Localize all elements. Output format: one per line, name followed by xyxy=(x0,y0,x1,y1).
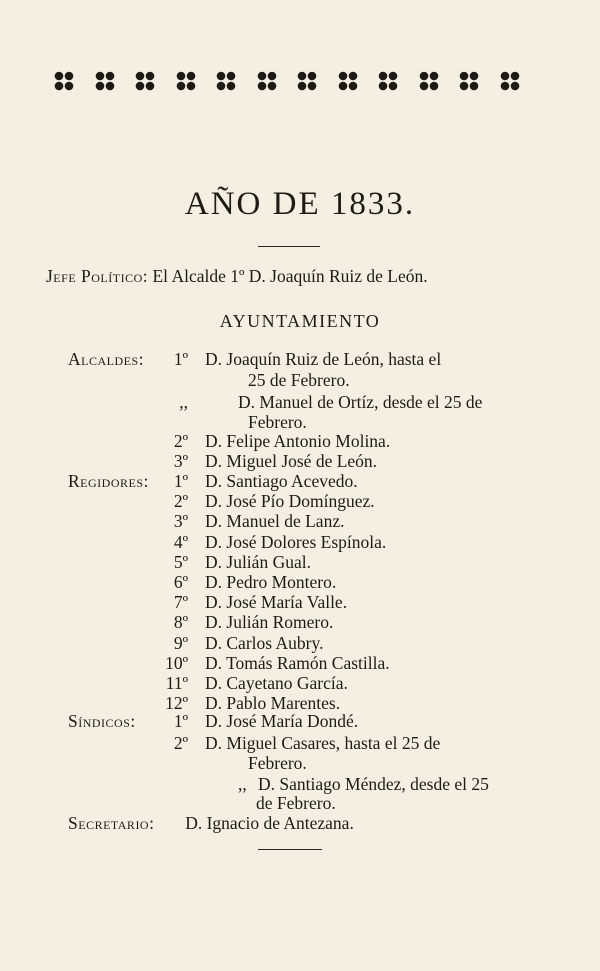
quatrefoil-ornament-icon xyxy=(295,69,319,93)
sindico-entry-continuation: de Febrero. xyxy=(256,793,336,813)
regidor-entry: D. José Dolores Espínola. xyxy=(205,532,387,552)
sindico-entry: D. José María Dondé. xyxy=(205,711,359,731)
regidor-entry: D. Julián Gual. xyxy=(205,552,311,572)
regidor-number: 9º xyxy=(173,633,188,653)
jefe-politico-text: El Alcalde 1º D. Joaquín Ruiz de León. xyxy=(152,266,428,286)
jefe-politico-line xyxy=(46,266,428,286)
regidor-number: 4º xyxy=(173,532,188,552)
sindico-number: 1º xyxy=(173,711,188,731)
regidor-number: 8º xyxy=(173,612,188,632)
divider-top xyxy=(258,246,320,247)
regidor-number: 6º xyxy=(173,572,188,592)
regidor-number: 3º xyxy=(173,511,188,531)
regidor-number: 5º xyxy=(173,552,188,572)
quatrefoil-ornament-icon xyxy=(376,69,400,93)
quatrefoil-ornament-icon xyxy=(93,69,117,93)
alcalde-number: ,, xyxy=(179,392,188,412)
alcalde-entry: D. Manuel de Ortíz, desde el 25 de xyxy=(238,392,483,412)
regidor-number: 11º xyxy=(165,673,188,693)
sindico-number: 2º xyxy=(173,733,188,753)
sindico-entry: D. Santiago Méndez, desde el 25 xyxy=(258,774,489,794)
alcaldes-label: Alcaldes: xyxy=(68,349,144,369)
alcalde-entry: D. Joaquín Ruiz de León, hasta el xyxy=(205,349,442,369)
regidor-entry: D. José María Valle. xyxy=(205,592,348,612)
page-title: AÑO DE 1833. xyxy=(184,186,416,222)
quatrefoil-ornament-icon xyxy=(336,69,360,93)
sindico-entry-continuation: Febrero. xyxy=(248,753,307,773)
regidor-number: 10º xyxy=(165,653,188,673)
alcalde-entry: D. Felipe Antonio Molina. xyxy=(205,431,391,451)
regidor-entry: D. Julián Romero. xyxy=(205,612,334,632)
secretario-text: D. Ignacio de Antezana. xyxy=(185,813,354,833)
regidor-number: 12º xyxy=(165,693,188,713)
sindicos-label: Síndicos: xyxy=(68,711,136,731)
regidor-entry: D. Pedro Montero. xyxy=(205,572,337,592)
divider-bottom xyxy=(258,849,322,850)
ornament-row xyxy=(52,68,522,94)
regidor-entry: D. Carlos Aubry. xyxy=(205,633,324,653)
alcalde-entry-continuation: 25 de Febrero. xyxy=(248,370,350,390)
regidor-entry: D. Cayetano García. xyxy=(205,673,348,693)
alcalde-entry-continuation: Febrero. xyxy=(248,412,307,432)
quatrefoil-ornament-icon xyxy=(255,69,279,93)
secretario-label: Secretario: xyxy=(68,813,155,833)
sindico-number: ,, xyxy=(238,774,247,794)
alcalde-number: 2º xyxy=(173,431,188,451)
jefe-politico-label: Jefe Político: xyxy=(46,266,149,286)
regidor-entry: D. Pablo Marentes. xyxy=(205,693,341,713)
alcalde-number: 1º xyxy=(173,349,188,369)
quatrefoil-ornament-icon xyxy=(174,69,198,93)
quatrefoil-ornament-icon xyxy=(52,69,76,93)
alcalde-number: 3º xyxy=(173,451,188,471)
sindico-entry: D. Miguel Casares, hasta el 25 de xyxy=(205,733,441,753)
secretario-line xyxy=(68,813,354,833)
regidor-number: 2º xyxy=(173,491,188,511)
quatrefoil-ornament-icon xyxy=(498,69,522,93)
regidor-entry: D. José Pío Domínguez. xyxy=(205,491,375,511)
regidor-entry: D. Manuel de Lanz. xyxy=(205,511,345,531)
ayuntamiento-heading: AYUNTAMIENTO xyxy=(219,311,381,331)
regidor-entry: D. Santiago Acevedo. xyxy=(205,471,358,491)
quatrefoil-ornament-icon xyxy=(214,69,238,93)
regidor-entry: D. Tomás Ramón Castilla. xyxy=(205,653,390,673)
alcalde-entry: D. Miguel José de León. xyxy=(205,451,378,471)
regidor-number: 7º xyxy=(173,592,188,612)
regidor-number: 1º xyxy=(173,471,188,491)
quatrefoil-ornament-icon xyxy=(417,69,441,93)
regidores-label: Regidores: xyxy=(68,471,149,491)
quatrefoil-ornament-icon xyxy=(133,69,157,93)
quatrefoil-ornament-icon xyxy=(457,69,481,93)
